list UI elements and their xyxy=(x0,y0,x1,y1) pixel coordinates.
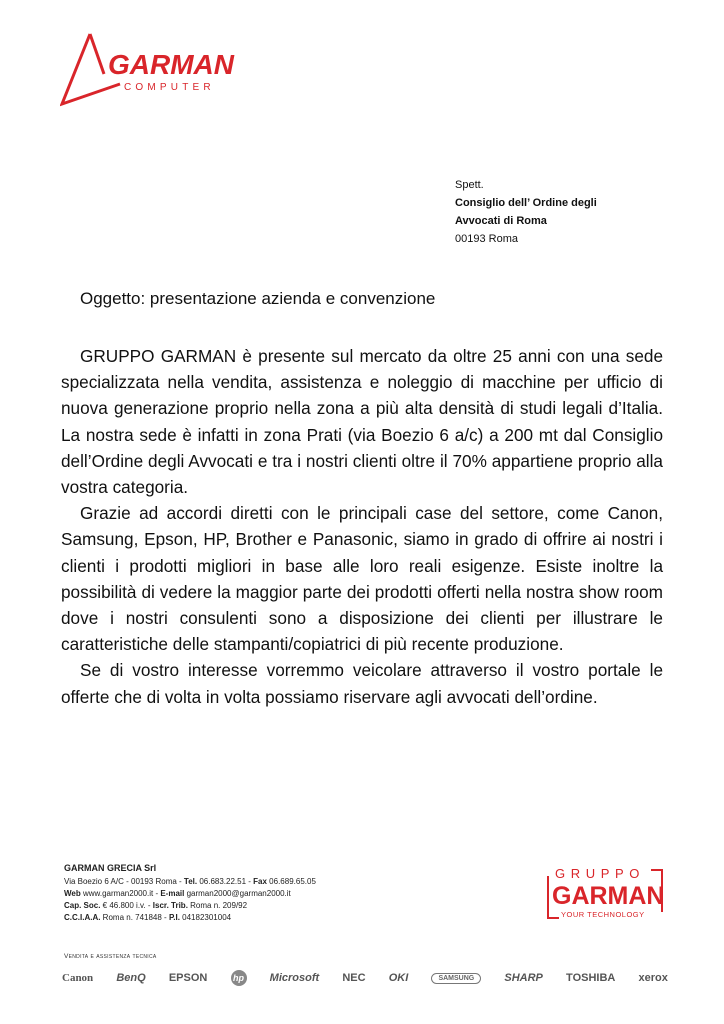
brand-xerox-logo: xerox xyxy=(638,972,668,984)
brand-benq-logo: BenQ xyxy=(116,972,146,984)
brand-toshiba-logo: TOSHIBA xyxy=(566,972,616,984)
brand-nec-logo: NEC xyxy=(342,972,366,984)
logo-brand-text: GARMAN xyxy=(108,49,234,80)
tech-support-caption: Vendita e assistenza tecnica xyxy=(64,953,157,960)
company-footer xyxy=(64,862,316,924)
footer-email-link[interactable]: garman2000@garman2000.it xyxy=(184,889,291,898)
footer-registry-line: C.C.I.A.A. Roma n. 741848 - P.I. 04182301004 xyxy=(64,913,232,922)
letter-body xyxy=(61,343,663,710)
logo-garman-text: GARMAN xyxy=(552,882,665,910)
footer-address-line: Via Boezio 6 A/C - 00193 Roma - Tel. 06.683.22.51 - Fax 06.689.65.05 xyxy=(64,877,316,886)
logo-sub-text: COMPUTER xyxy=(124,82,215,93)
partner-brands xyxy=(62,968,668,988)
brand-microsoft-logo: Microsoft xyxy=(269,972,320,984)
footer-company-name: GARMAN GRECIA Srl xyxy=(64,863,157,873)
body-paragraph: Grazie ad accordi diretti con le principali case del settore, come Canon, Samsung, Epson, HP, Brother e Panasonic, siamo in grado di offrire ai nostri i clienti i prodotti migliori in base alle loro reali esigenze. Esiste inoltre la possibilità di vedere la maggior parte dei prodotti offerti nella nostra show room dove i nostri consulenti sono a disposizione dei clienti per illustrare le caratteristiche delle stampanti/copiatrici di più recente produzione. xyxy=(61,503,663,655)
brand-canon-logo: Canon xyxy=(62,972,94,984)
brand-oki-logo: OKI xyxy=(388,972,409,984)
addressee-line-2: Consiglio dell’ Ordine degli xyxy=(455,197,597,209)
brand-hp-logo: hp xyxy=(231,970,247,986)
addressee-line-3: Avvocati di Roma xyxy=(455,215,547,227)
brand-sharp-logo: SHARP xyxy=(504,972,543,984)
addressee-line-4: 00193 Roma xyxy=(455,233,518,245)
gruppo-garman-logo xyxy=(545,860,665,924)
footer-web-line: Web www.garman2000.it - E-mail garman2000@garman2000.it xyxy=(64,889,291,898)
body-paragraph: GRUPPO GARMAN è presente sul mercato da oltre 25 anni con una sede specializzata nella vendita, assistenza e noleggio di macchine per ufficio di nuova generazione proprio nella zona a più alta densità di studi legali d’Italia. La nostra sede è infatti in zona Prati (via Boezio 6 a/c) a 200 mt dal Consiglio dell’Ordine degli Avvocati e tra i nostri clienti oltre il 70% appartiene proprio alla vostra categoria. xyxy=(61,346,663,498)
logo-tagline-text: YOUR TECHNOLOGY xyxy=(561,910,645,919)
brand-samsung-logo: SAMSUNG xyxy=(431,973,481,984)
addressee-line-1: Spett. xyxy=(455,179,484,191)
letter-subject: Oggetto: presentazione azienda e convenzione xyxy=(80,289,436,308)
brand-epson-logo: EPSON xyxy=(168,972,208,984)
footer-capital-line: Cap. Soc. € 46.800 i.v. - Iscr. Trib. Roma n. 209/92 xyxy=(64,901,248,910)
body-paragraph: Se di vostro interesse vorremmo veicolare attraverso il vostro portale le offerte che di volta in volta possiamo riservare agli avvocati dell’ordine. xyxy=(61,660,663,707)
logo-gruppo-text: GRUPPO xyxy=(555,866,645,881)
garman-computer-logo xyxy=(60,30,240,110)
footer-web-link[interactable]: www.garman2000.it - xyxy=(80,889,161,898)
addressee-block xyxy=(455,176,597,248)
